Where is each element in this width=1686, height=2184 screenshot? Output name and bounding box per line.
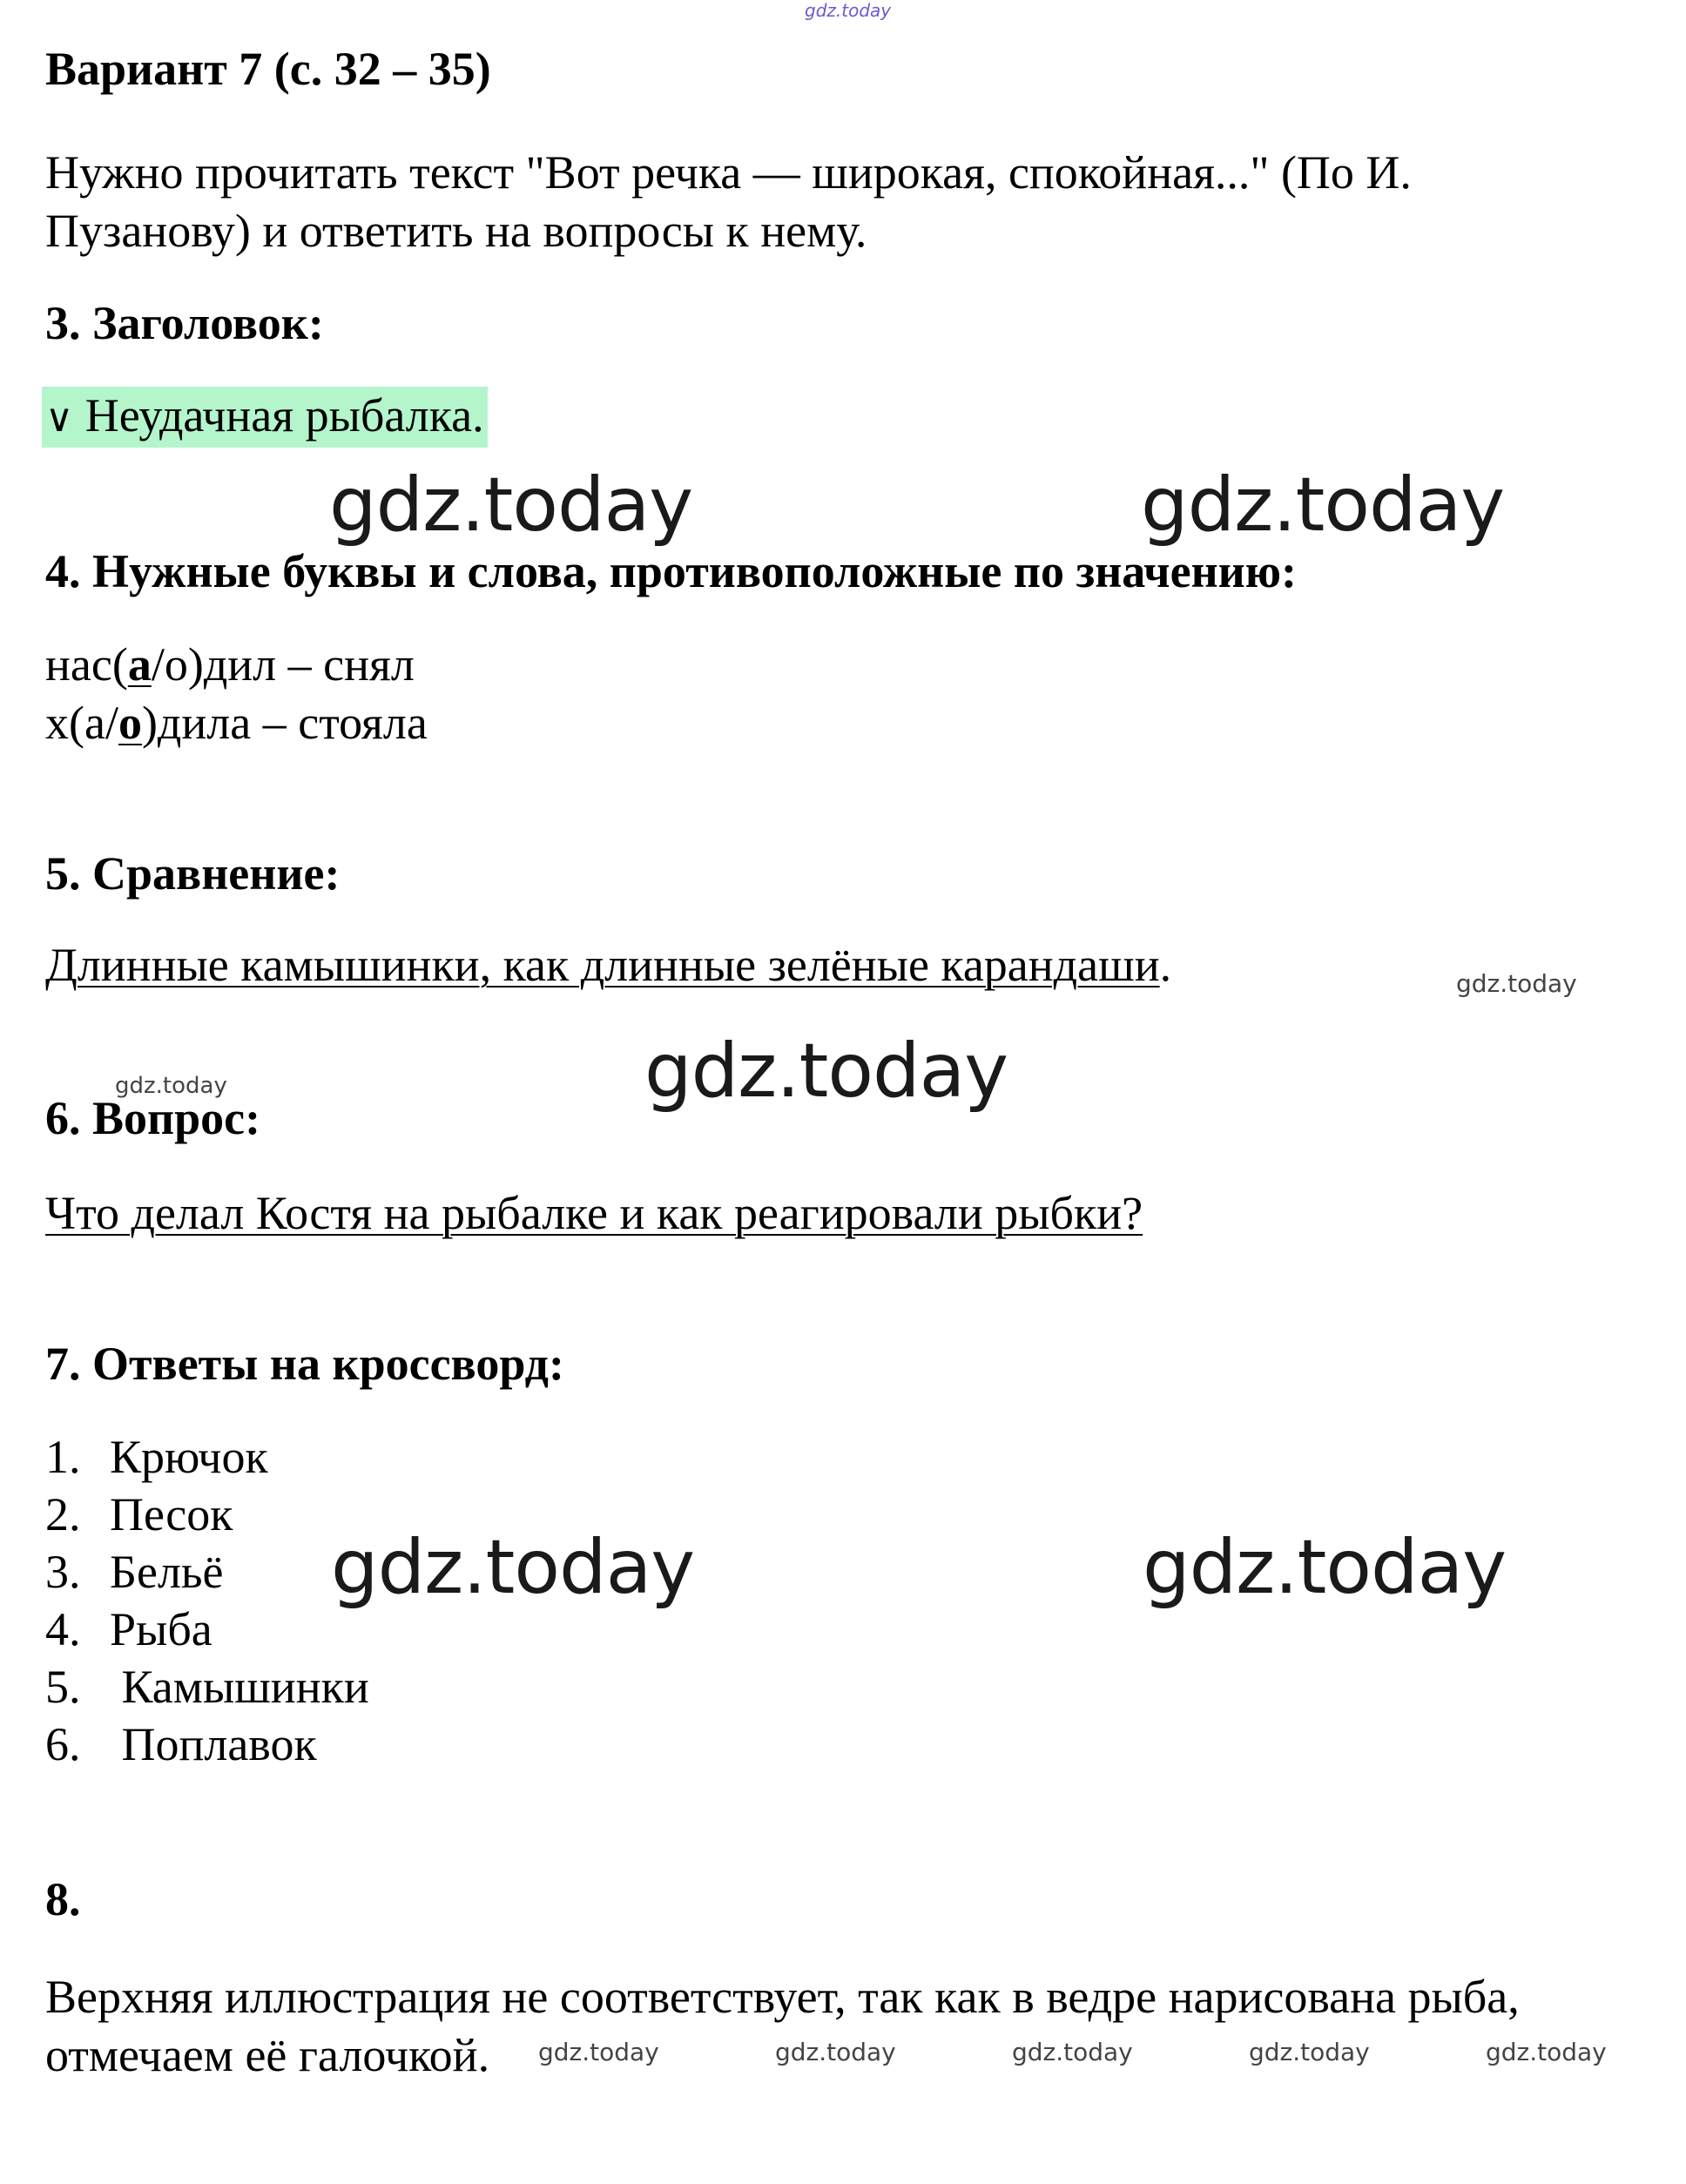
q5-answer <box>45 936 1171 994</box>
list-item-number: 4. <box>45 1603 81 1655</box>
list-item-text: Песок <box>110 1488 233 1540</box>
list-item-text: Бельё <box>110 1546 224 1598</box>
list-item <box>45 1486 369 1543</box>
watermark-large-2: gdz.today <box>1141 462 1505 549</box>
q5-heading: 5. Сравнение: <box>45 847 341 900</box>
q6-answer <box>45 1184 1143 1242</box>
watermark-top: gdz.today <box>805 0 892 21</box>
list-item <box>45 1601 369 1658</box>
q4-row-2-post: )дила – стояла <box>141 697 428 749</box>
q4-row-1-pre: нас( <box>45 638 128 691</box>
q5-answer-tail: . <box>1159 939 1172 991</box>
q3-heading: 3. Заголовок: <box>45 297 324 349</box>
q6-heading: 6. Вопрос: <box>45 1092 261 1144</box>
watermark-large-5: gdz.today <box>1143 1524 1507 1611</box>
list-item-text: Рыба <box>110 1603 212 1655</box>
q8-line-1: Верхняя иллюстрация не соответствует, так как в ведре нарисована рыба, <box>45 1971 1520 2023</box>
list-item-number: 1. <box>45 1431 81 1483</box>
list-item <box>45 1658 369 1716</box>
intro-line-1: Нужно прочитать текст "Вот речка — широкая, спокойная..." (По И. <box>45 146 1412 199</box>
q3-answer <box>42 387 488 448</box>
watermark-large-3: gdz.today <box>644 1028 1008 1115</box>
q7-list <box>45 1428 369 1773</box>
q4-heading: 4. Нужные буквы и слова, противоположные по значению: <box>45 545 1298 597</box>
watermark-small-4: gdz.today <box>775 2038 896 2066</box>
list-item <box>45 1716 369 1773</box>
intro-line-2: Пузанову) и ответить на вопросы к нему. <box>45 205 867 257</box>
q8-heading: 8. <box>45 1873 81 1925</box>
q5-answer-text: Длинные камышинки, как длинные зелёные карандаши <box>45 939 1160 991</box>
list-item-text: Камышинки <box>110 1661 369 1713</box>
watermark-large-4: gdz.today <box>331 1524 695 1611</box>
q3-answer-text: Неудачная рыбалка. <box>84 389 484 442</box>
list-item-text: Поплавок <box>110 1718 317 1770</box>
q7-heading: 7. Ответы на кроссворд: <box>45 1338 564 1390</box>
watermark-large-1: gdz.today <box>329 462 693 549</box>
q4-row-2-pre: х(а/ <box>45 697 118 749</box>
q4-row-1 <box>45 636 415 693</box>
watermark-small-6: gdz.today <box>1249 2038 1370 2066</box>
list-item-text: Крючок <box>110 1431 268 1483</box>
q6-answer-text: Что делал Костя на рыбалке и как реагировали рыбки? <box>45 1187 1143 1239</box>
watermark-small-5: gdz.today <box>1012 2038 1133 2066</box>
check-mark-icon: ∨ <box>45 396 74 441</box>
list-item <box>45 1543 369 1601</box>
q4-row-2-letter: о <box>118 697 142 749</box>
list-item <box>45 1428 369 1486</box>
q4-row-1-letter: а <box>127 638 152 691</box>
list-item-number: 5. <box>45 1661 81 1713</box>
list-item-number: 6. <box>45 1718 81 1770</box>
list-item-number: 3. <box>45 1546 81 1598</box>
page-title: Вариант 7 (с. 32 – 35) <box>45 43 491 95</box>
q4-row-2 <box>45 694 428 752</box>
watermark-small-2: gdz.today <box>115 1073 227 1099</box>
q4-row-1-post: /о)дил – снял <box>151 638 415 691</box>
list-item-number: 2. <box>45 1488 81 1540</box>
watermark-small-1: gdz.today <box>1456 969 1577 998</box>
watermark-small-3: gdz.today <box>538 2038 659 2066</box>
watermark-small-7: gdz.today <box>1486 2038 1607 2066</box>
q8-line-2: отмечаем её галочкой. <box>45 2029 490 2081</box>
